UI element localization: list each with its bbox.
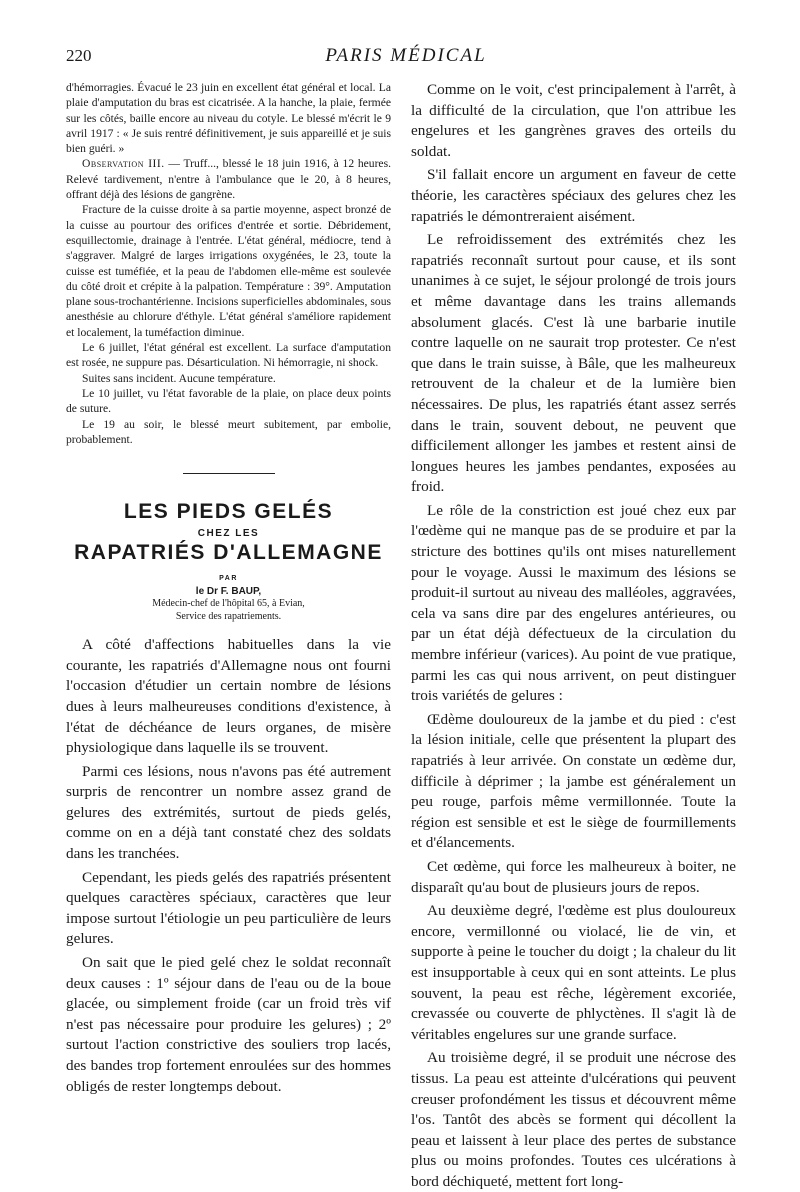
- body-paragraph: Cependant, les pieds gelés des rapatriés présentent quelques caractères spéciaux, caractères que leur impose surtout l'étiologie un peu particulière de leurs gelures.: [66, 868, 391, 948]
- article-body-left: [66, 635, 391, 1097]
- body-paragraph: Comme on le voit, c'est principalement à l'arrêt, à la difficulté de la circulation, que l'on attribue les engelures et les gangrènes graves des orteils du soldat.: [411, 81, 736, 160]
- body-paragraph: On sait que le pied gelé chez le soldat reconnaît deux causes : 1º séjour dans de l'eau ou de la boue glacée, ou simplement froide (car un froid très vif n'est pas nécessaire pour produire les gelures) ; 2º surtout l'action constrictive des souliers trop lacés, des bandes trop fortement enroulées sur des hommes obligés de rester longtemps debout.: [66, 954, 391, 1095]
- author-name: le Dr F. BAUP,: [195, 586, 262, 598]
- case-paragraph: Suites sans incident. Aucune température.: [82, 371, 276, 385]
- author-service: Service des rapatriements.: [175, 611, 282, 623]
- body-paragraph: Le rôle de la constriction est joué chez eux par l'œdème qui ne manque pas de se produire et par la stricture des bottines qu'ils ont mises naturellement pour le voyage. Aussi le maximum des lésions se produit-il surtout au niveau des malléoles, aggravées, cela va sans dire par des engelures antérieures, ou par un état déjà défectueux de la circulation du membre inférieur (varices). Au point de vue pratique, parmi les cas qui nous arrivent, on peut distinguer trois variétés de gelures :: [411, 501, 736, 705]
- body-paragraph: Cet œdème, qui force les malheureux à boiter, ne disparaît qu'au bout de plusieurs jours de repos.: [411, 857, 736, 896]
- case-paragraph: Fracture de la cuisse droite à sa partie moyenne, aspect bronzé de la cuisse au pourtour des orifices d'entrée et sortie. Débridement, esquillectomie, drainage à l'entrée. L'état général, médiocre, tend à s'aggraver. Malgré de larges irrigations oxygénées, le 23, toute la cuisse est tuméfiée, et la peau de l'abdomen elle-même est soulevée du côté droit et crépite à la palpation. Température : 39°. Amputation plane sous-trochantérienne. Incisions superficielles abdominales, sous anesthésie au chlorure d'éthyle. L'état général s'améliore rapidement et localement, la tuméfaction diminue.: [66, 203, 391, 339]
- body-paragraph: A côté d'affections habituelles dans la vie courante, les rapatriés d'Allemagne nous ont fourni l'occasion d'étudier un certain nombre de lésions dues à leurs malheureuses conditions d'existence, à l'état de déchéance de leurs organes, de misère physiologique dans laquelle ils se trouvent.: [66, 636, 391, 757]
- journal-title: PARIS MÉDICAL: [325, 45, 487, 66]
- section-divider: [183, 473, 275, 474]
- body-paragraph: Au troisième degré, il se produit une nécrose des tissus. La peau est atteinte d'ulcérations qui peuvent creuser profondément les tissus et découvrent même l'os. Tantôt des abcès se forment qui décollent la peau et laissent à leur place des pertes de substance plus ou moins profondes. Toutes ces ulcérations à bord déchiqueté, mettent fort long-: [411, 1049, 736, 1190]
- observation-paragraph: [66, 156, 391, 202]
- article-title-line-3: RAPATRIÉS D'ALLEMAGNE: [74, 541, 383, 565]
- body-paragraph: Parmi ces lésions, nous n'avons pas été autrement surpris de rencontrer un nombre assez grand de gelures des extrémités, surtout de pieds gelés, comme on en a déjà tant constaté chez des soldats dans les tranchées.: [66, 762, 391, 863]
- case-paragraph: Le 19 au soir, le blessé meurt subitement, par embolie, probablement.: [66, 417, 391, 446]
- left-column: [66, 80, 391, 1097]
- byline-par: PAR: [219, 575, 238, 583]
- author-affiliation: Médecin-chef de l'hôpital 65, à Evian,: [152, 598, 305, 610]
- page-number: 220: [66, 46, 92, 65]
- case-paragraph: Le 6 juillet, l'état général est excellent. La surface d'amputation est rosée, ne suppure pas. Désarticulation. Ni hémorragie, ni shock.: [66, 341, 391, 370]
- case-report-text: [66, 80, 391, 447]
- observation-text: — Truff..., blessé le 18 juin 1916, à 12 heures. Relevé tardivement, n'entre à l'ambulance que le 20, à 8 heures, offrant déjà des lésions de gangrène.: [66, 157, 391, 202]
- body-paragraph: Au deuxième degré, l'œdème est plus douloureux encore, vermillonné ou violacé, lie de vin, et supporte à peine le toucher du doigt ; la chaleur du lit est insupportable à ceux qui en sont atteints. Le plus souvent, la peau est rêche, légèrement excoriée, crevassée ou couverte de phlyctènes. Il s'agit là de véritables engelures sur une grande surface.: [411, 902, 736, 1043]
- article-title-block: [66, 500, 391, 623]
- case-paragraph: d'hémorragies. Évacué le 23 juin en excellent état général et local. La plaie d'amputation du bras est cicatrisée. A la hanche, la plaie, fermée sur les côtés, baille encore au niveau du cotyle. Le blessé m'écrit le 9 avril 1917 : « Je suis rentré définitivement, je suis appareillé et je suis bien guéri. »: [66, 81, 391, 156]
- body-paragraph: Le refroidissement des extrémités chez les rapatriés reconnaît surtout pour cause, et ils sont unanimes à ce sujet, le séjour prolongé de trois jours et même davantage dans les trains allemands absolument glacés. C'est là une barbarie inutile contre laquelle on ne saurait trop protester. Ce n'est que dans le train suisse, à Bâle, que les malheureux retrouvent de la chaleur et de la lumière bien nécessaires. De plus, les rapatriés étant assez serrés dans le train, souvent debout, ne peuvent que difficilement allonger les jambes et restent ainsi de longues heures les jambes pendantes, exposées au froid.: [411, 231, 736, 496]
- observation-label: Observation III.: [82, 157, 165, 171]
- body-paragraph: Œdème douloureux de la jambe et du pied : c'est la lésion initiale, celle que présentent la plupart des rapatriés à leur arrivée. On constate un œdème dur, difficile à déprimer ; la jambe est généralement un peu rouge, parfois même vermillonnée. Toute la région est sensible et est le siège de fourmillements et d'élancements.: [411, 710, 736, 852]
- page-header: [66, 46, 746, 72]
- case-paragraph: Le 10 juillet, vu l'état favorable de la plaie, on place deux points de suture.: [66, 386, 391, 416]
- article-title-line-1: LES PIEDS GELÉS: [123, 500, 334, 524]
- article-title-line-2: CHEZ LES: [197, 528, 260, 540]
- right-column: [411, 80, 736, 1192]
- body-paragraph: S'il fallait encore un argument en faveur de cette théorie, les caractères spéciaux des gelures chez les rapatriés le démontreraient aisément.: [411, 166, 736, 225]
